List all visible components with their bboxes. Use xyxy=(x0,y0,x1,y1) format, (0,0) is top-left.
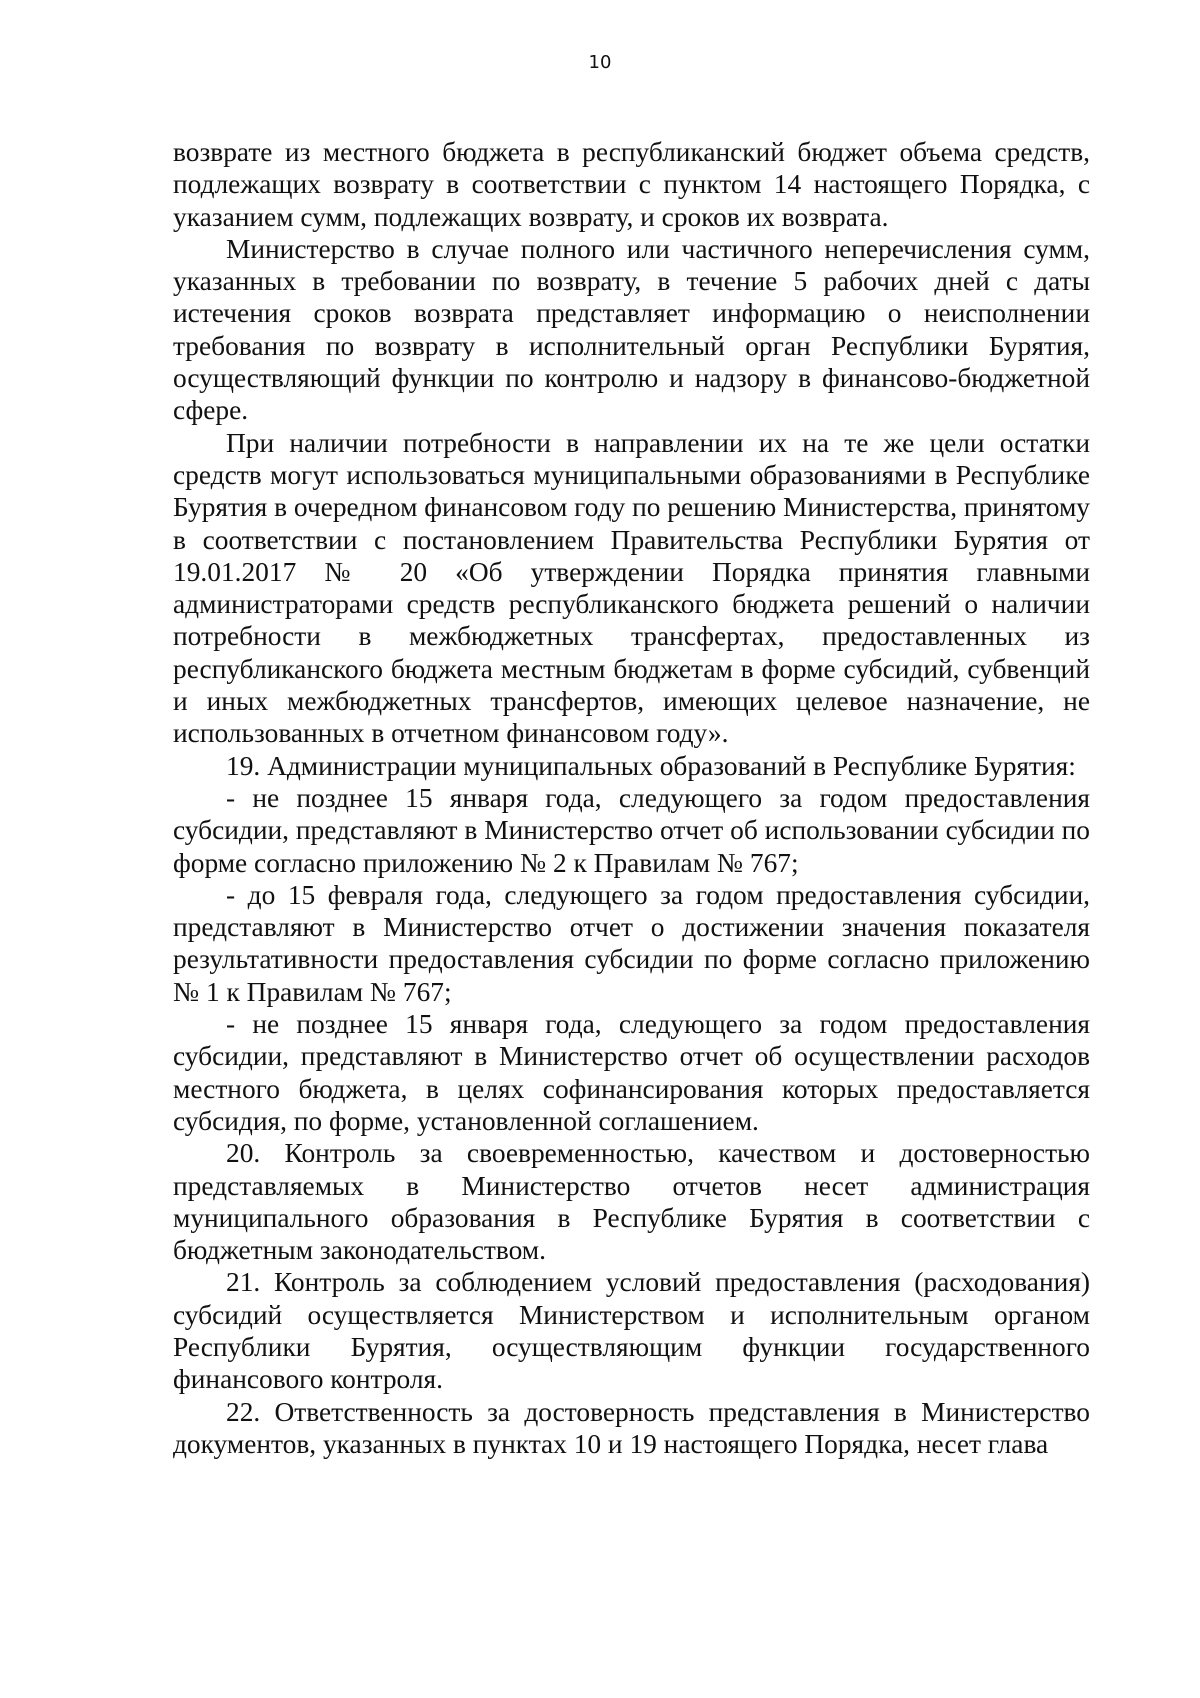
list-item-report-expenses: - не позднее 15 января года, следующего за годом предоставления субсидии, представляют в Министерство отчет об осуществлении расходов местного бюджета, в целях софинансирования которых предоставляется субсидия, по форме, установленной соглашением. xyxy=(173,1009,1090,1136)
document-body xyxy=(173,136,1090,1460)
page-number: 10 xyxy=(588,52,612,73)
paragraph-item-21: 21. Контроль за соблюдением условий предоставления (расходования) субсидий осуществляется Министерством и исполнительным органом Республики Бурятия, осуществляющим функции государственного финансового контроля. xyxy=(173,1267,1090,1395)
paragraph-continuation: возврате из местного бюджета в республиканский бюджет объема средств, подлежащих возврату в соответствии с пунктом 14 настоящего Порядка, с указанием сумм, подлежащих возврату, и сроков их возврата. xyxy=(173,137,1090,232)
paragraph-ministry-notification: Министерство в случае полного или частичного неперечисления сумм, указанных в требовании по возврату, в течение 5 рабочих дней с даты истечения сроков возврата представляет информацию о неисполнении требования по возврату в исполнительный орган Республики Бурятия, осуществляющий функции по контролю и надзору в финансово-бюджетной сфере. xyxy=(173,233,1090,426)
paragraph-remaining-funds: При наличии потребности в направлении их на те же цели остатки средств могут использоваться муниципальными образованиями в Республике Бурятия в очередном финансовом году по решению Министерства, принятому в соответствии с постановлением Правительства Республики Бурятия от 19.01.2017 № 20 «Об утверждении Порядка принятия главными администраторами средств республиканского бюджета решений о наличии потребности в межбюджетных трансфертах, предоставленных из республиканского бюджета местным бюджетам в форме субсидий, субвенций и иных межбюджетных трансфертов, имеющих целевое назначение, не использованных в отчетном финансовом году». xyxy=(173,427,1090,749)
paragraph-item-22: 22. Ответственность за достоверность представления в Министерство документов, указанных в пунктах 10 и 19 настоящего Порядка, несет глава xyxy=(173,1396,1090,1459)
paragraph-item-20: 20. Контроль за своевременностью, качеством и достоверностью представляемых в Министерство отчетов несет администрация муниципального образования в Республике Бурятия в соответствии с бюджетным законодательством. xyxy=(173,1138,1090,1266)
paragraph-item-19: 19. Администрации муниципальных образований в Республике Бурятия: xyxy=(226,750,1076,781)
list-item-report-usage: - не позднее 15 января года, следующего за годом предоставления субсидии, представляют в Министерство отчет об использовании субсидии по форме согласно приложению № 2 к Правилам № 767; xyxy=(173,782,1090,878)
list-item-report-indicator: - до 15 февраля года, следующего за годом предоставления субсидии, представляют в Министерство отчет о достижении значения показателя результативности предоставления субсидии по форме согласно приложению № 1 к Правилам № 767; xyxy=(173,879,1090,1007)
